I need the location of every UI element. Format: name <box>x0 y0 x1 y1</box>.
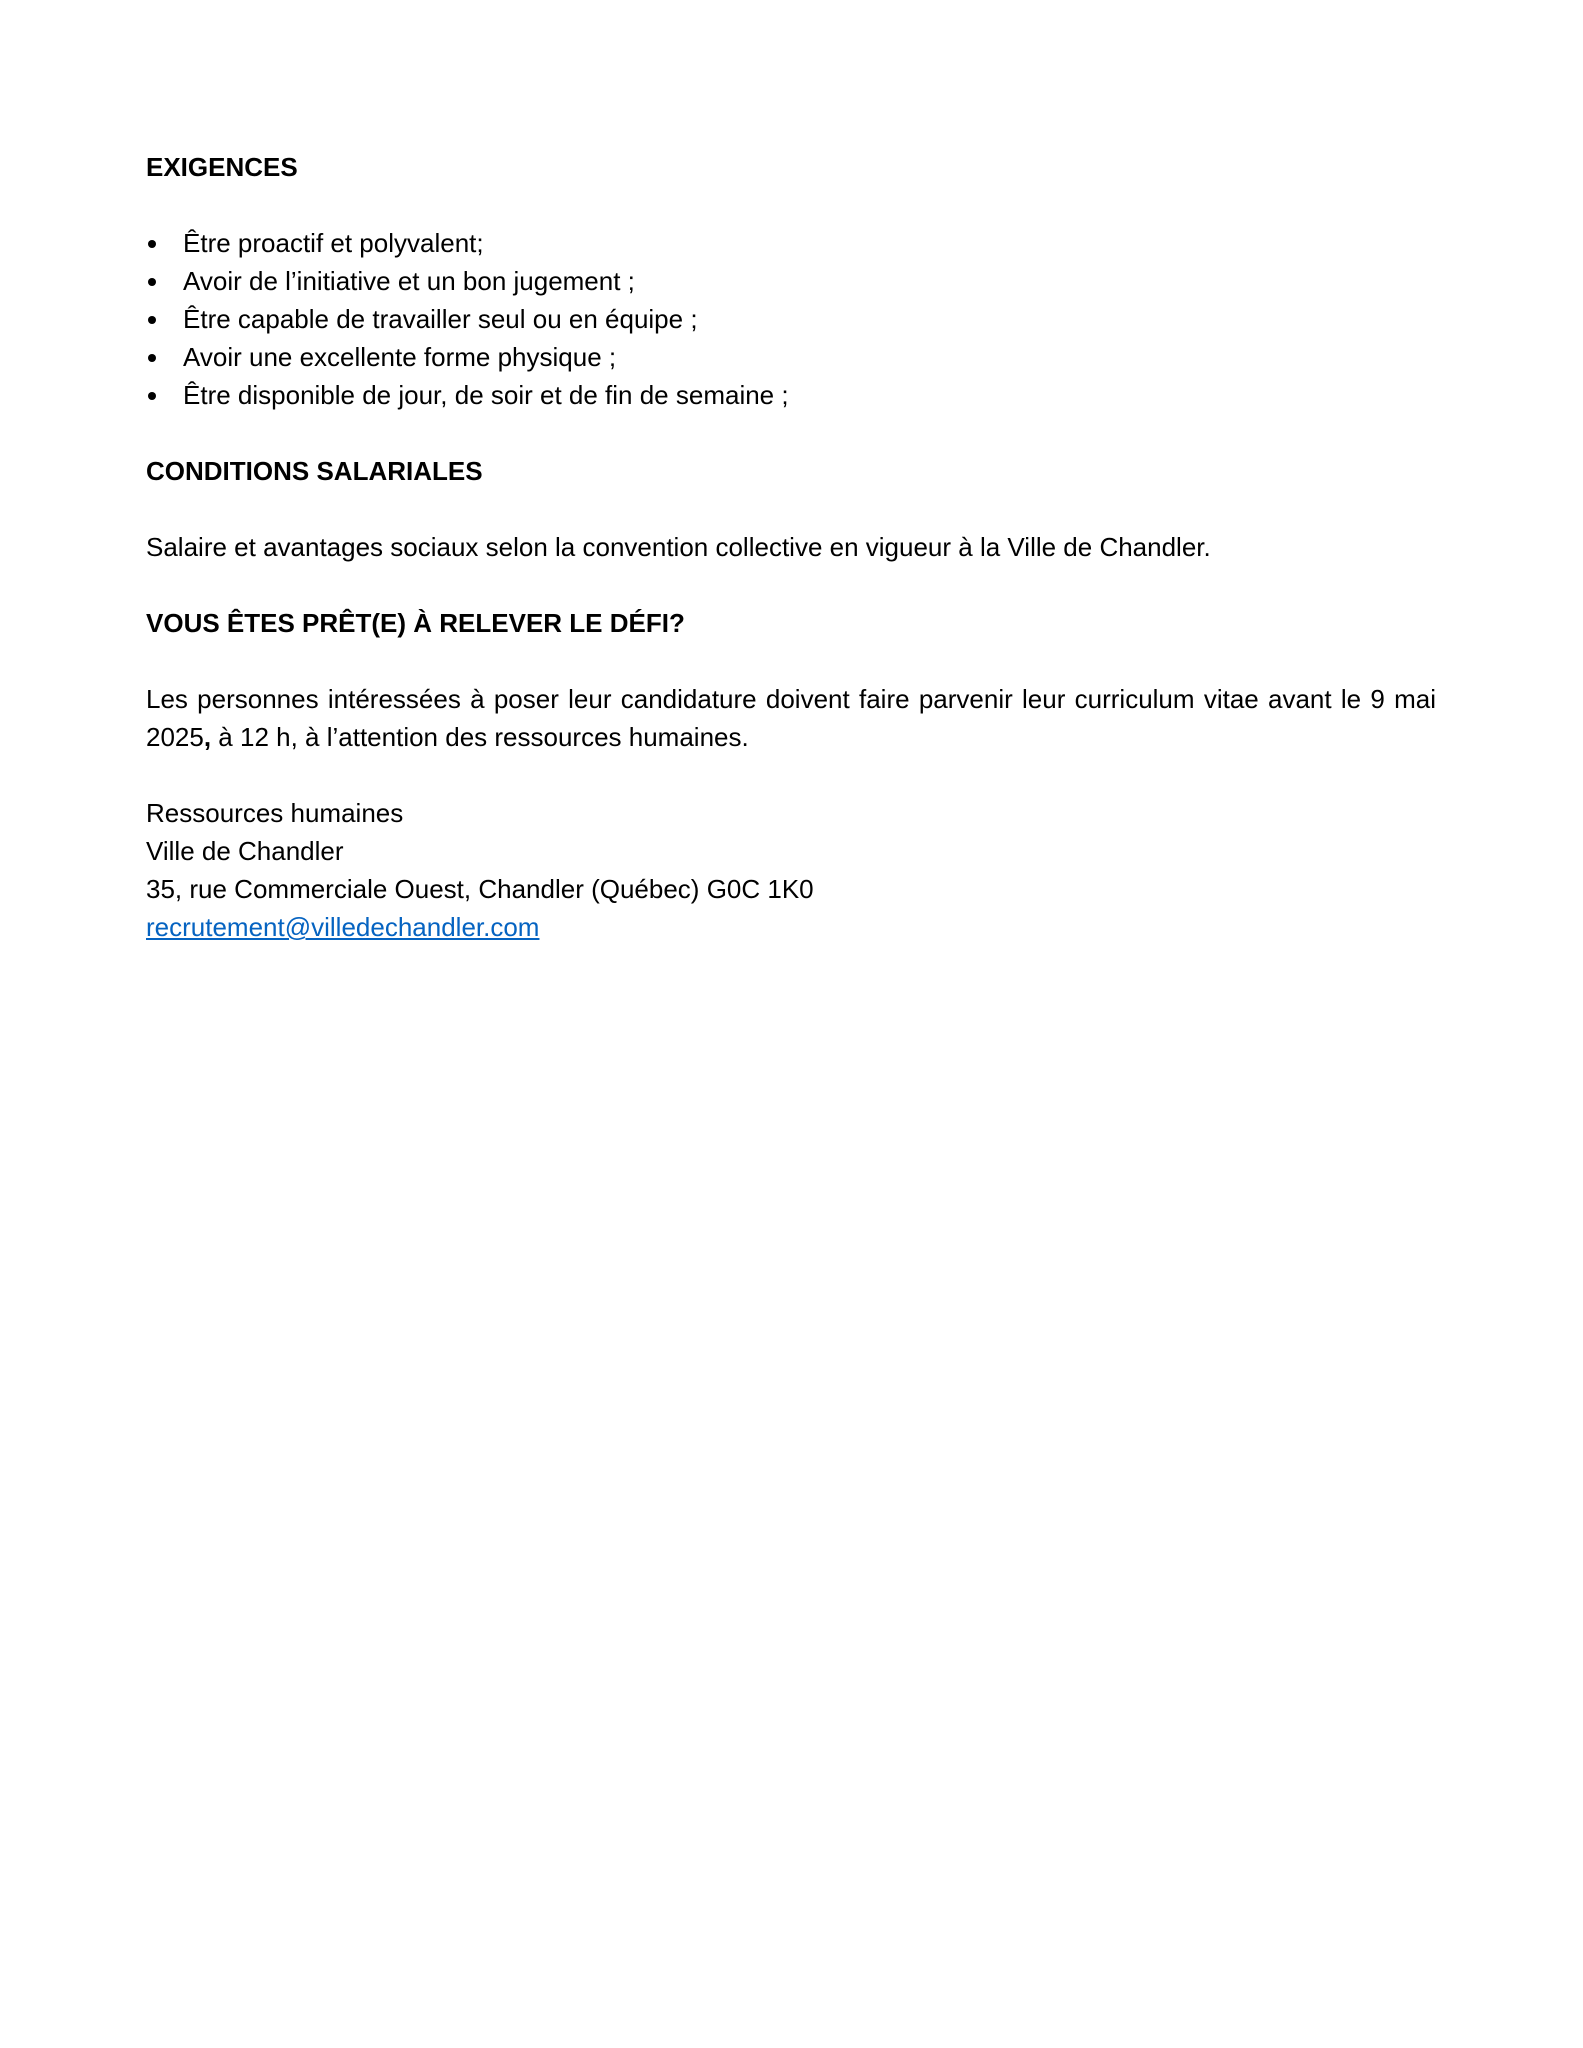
requirements-heading: EXIGENCES <box>146 152 298 182</box>
list-item-text: Avoir de l’initiative et un bon jugement ; <box>183 266 635 296</box>
contact-department: Ressources humaines <box>146 798 404 828</box>
bullet-icon <box>148 316 156 324</box>
list-item-text: Être proactif et polyvalent; <box>183 228 484 258</box>
list-item-text: Être disponible de jour, de soir et de fin de semaine ; <box>183 380 789 410</box>
list-item-text: Être capable de travailler seul ou en équipe ; <box>183 304 698 334</box>
requirements-list <box>146 224 1436 414</box>
apply-text-comma: , <box>203 722 212 752</box>
contact-organization: Ville de Chandler <box>146 836 344 866</box>
contact-block <box>146 794 1436 946</box>
list-item <box>146 300 1436 338</box>
bullet-icon <box>148 278 156 286</box>
salary-paragraph: Salaire et avantages sociaux selon la convention collective en vigueur à la Ville de Chandler. <box>146 532 1211 562</box>
apply-text-part1: Les personnes intéressées à poser leur candidature doivent faire parvenir leur curriculum vitae avant le 9 mai 2025 <box>146 684 1436 752</box>
list-item <box>146 224 1436 262</box>
apply-heading: VOUS ÊTES PRÊT(E) À RELEVER LE DÉFI? <box>146 608 685 638</box>
bullet-icon <box>148 392 156 400</box>
contact-address: 35, rue Commerciale Ouest, Chandler (Québec) G0C 1K0 <box>146 874 814 904</box>
bullet-icon <box>148 240 156 248</box>
contact-email-link[interactable]: recrutement@villedechandler.com <box>146 912 540 942</box>
salary-heading: CONDITIONS SALARIALES <box>146 456 483 486</box>
list-item <box>146 338 1436 376</box>
bullet-icon <box>148 354 156 362</box>
apply-paragraph <box>146 680 1436 756</box>
document-page <box>146 148 1436 946</box>
list-item <box>146 376 1436 414</box>
list-item <box>146 262 1436 300</box>
apply-text-part2: à 12 h, à l’attention des ressources humaines. <box>211 722 749 752</box>
list-item-text: Avoir une excellente forme physique ; <box>183 342 617 372</box>
